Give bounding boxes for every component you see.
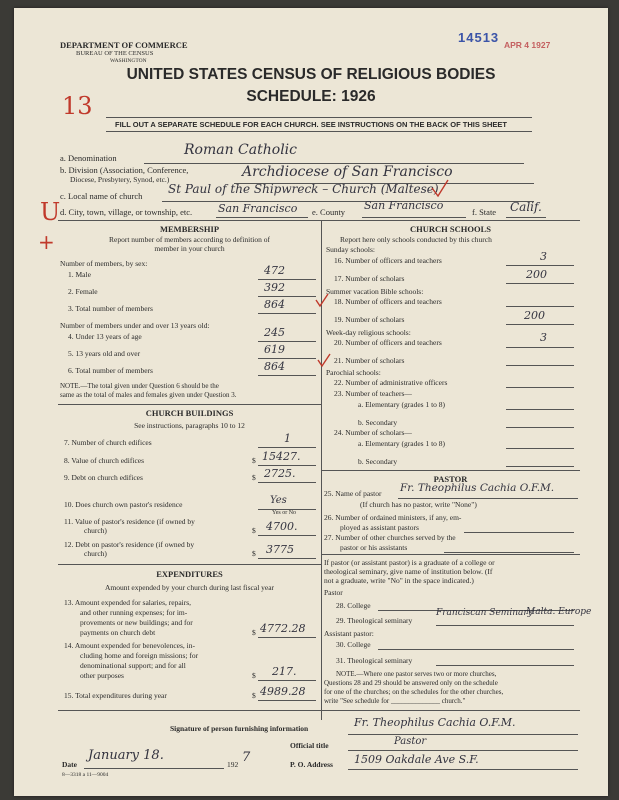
q20-label: 20. Number of officers and teachers: [334, 338, 442, 347]
graduate-instr-2: theological seminary, give name of institution below. (If: [324, 567, 493, 576]
q27-label-2: pastor or his assistants: [340, 543, 408, 552]
q25-note: (If church has no pastor, write "None"): [360, 500, 477, 509]
county-value: San Francisco: [364, 199, 444, 212]
weekday-label: Week-day religious schools:: [326, 328, 411, 337]
q2-label: 2. Female: [68, 287, 98, 296]
q29-label: 29. Theological seminary: [336, 616, 413, 625]
expenditures-intro: Amount expended by your church during last fiscal year: [104, 583, 275, 592]
form-title: UNITED STATES CENSUS OF RELIGIOUS BODIES: [126, 66, 496, 83]
q14-label-2: cluding home and foreign missions; for: [80, 651, 199, 660]
q30-label: 30. College: [336, 640, 371, 649]
stamp-date: APR 4 1927: [504, 40, 551, 50]
q19-label: 19. Number of scholars: [334, 315, 405, 324]
membership-heading: MEMBERSHIP: [159, 224, 220, 234]
by-sex-label: Number of members, by sex:: [60, 259, 148, 268]
form-subtitle: SCHEDULE: 1926: [246, 88, 376, 105]
q11-label-1: 11. Value of pastor's residence (if owned by: [64, 517, 195, 526]
q11-value: 4700.: [266, 520, 298, 533]
q13-label-2: and other running expenses; for im-: [80, 608, 188, 617]
official-title-value: Pastor: [394, 736, 427, 747]
form-number: 8—3318 a 11—9004: [62, 772, 109, 778]
q15-value: 4989.28: [260, 685, 306, 698]
seminary-location: Malta. Europe: [526, 607, 592, 617]
q13-label-4: payments on church debt: [80, 628, 156, 637]
denomination-label: a. Denomination: [60, 153, 117, 163]
q3-value: 864: [264, 298, 285, 311]
membership-note-2: same as the total of males and females given under Question 3.: [60, 391, 237, 399]
q16-value: 3: [540, 250, 547, 263]
q13-value: 4772.28: [260, 622, 306, 635]
expenditures-heading: EXPENDITURES: [156, 569, 223, 579]
q23a-label: a. Elementary (grades 1 to 8): [358, 400, 446, 409]
graduate-instr-1: If pastor (or assistant pastor) is a graduate of a college or: [324, 558, 495, 567]
q27-label-1: 27. Number of other churches served by the: [324, 533, 456, 542]
q16-label: 16. Number of officers and teachers: [334, 256, 442, 265]
q1-value: 472: [264, 264, 285, 277]
division-label: b. Division (Association, Conference,: [60, 165, 189, 175]
signature-label: Signature of person furnishing information: [170, 724, 309, 733]
q24-label: 24. Number of scholars—: [334, 428, 412, 437]
dept-name: DEPARTMENT OF COMMERCE: [60, 40, 188, 50]
q4-label: 4. Under 13 years of age: [68, 332, 142, 341]
q14-label-1: 14. Amount expended for benevolences, in-: [64, 641, 196, 650]
q12-value: 3775: [266, 543, 294, 556]
membership-note-1: NOTE.—The total given under Question 6 should be the: [60, 382, 219, 390]
q24a-label: a. Elementary (grades 1 to 8): [358, 439, 446, 448]
q5-value: 619: [264, 343, 285, 356]
q3-label: 3. Total number of members: [68, 304, 153, 313]
city-value: San Francisco: [218, 202, 298, 215]
census-schedule-sheet: DEPARTMENT OF COMMERCE BUREAU OF THE CENSUS WASHINGTON 14513 APR 4 1927 UNITED STATES CENSUS OF RELIGIOUS BODIES SCHEDULE: 1926 13 FILL OUT A SEPARATE SCHEDULE FOR EACH CHURCH. SEE INSTRUCTIONS ON THE BACK OF THIS SHEET a. Denomination Roman Catholic b. Division (Association, Conference, Diocese, Presbytery, Synod, etc.) Archdiocese of San Francisco c. Local name of church St Paul of the Shipwreck – Church (Maltese) U d. City, town, village, or township, etc. San Francisco e. County San Francisco f. State Calif. + MEMBERSHIP Report number of members according to definition of member in your church Number of members, by sex: 1. Male 472 2. Female 392 3. Total number of members 864 Number of members under and over 13 years old: 4. Under 13 years of age 245 5. 13 years old and over 619 6. Total number of members 864 NOTE.—The total given under Question 6 should be the same as the total of males and females given under Question 3. CHURCH BUILDINGS See instructions, paragraphs 10 to 12 7. Number of church edifices 1 8. Value of church edifices $ 15427. 9. Debt on church edifices $ 2725. 10. Does church own pastor's residence Yes Yes or No 11. Value of pastor's residence (if owned by church) $ 4700. 12. Debt on pastor's residence (if owned by church) $ 3775 EXPENDITURES Amount expended by your church during last fiscal year 13. Amount expended for salaries, repairs, and other running expenses; for im- provements or new buildings; and for payments on church debt $ 4772.28 14. Amount expended for benevolences, in- cluding home and foreign missions; for denominational support; and for all other purposes $ 217. 15. Total expenditures during year $ 4989.28 CHURCH SCHOOLS Report here only schools conducted by this church Sunday schools: 16. Number of officers and teachers 3 17. Number of scholars 200 Summer vacation Bible schools: 18. Number of officers and teachers 19. Number of scholars 200 Week-day religious schools: 20. Number of officers and teachers 3 21. Number of scholars Parochial schools: 22. Number of administrative officers 23. Number of teachers— a. Elementary (grades 1 to 8) b. Secondary 24. Number of scholars— a. Elementary (grades 1 to 8) b. Secondary PASTOR 25. Name of pastor Fr. Theophilus Cachia O.F.M. (If church has no pastor, write "None") 26. Number of ordained ministers, if any, em- ployed as assistant pastors 27. Number of other churches served by the pastor or his assistants If pastor (or assistant pastor) is a graduate of a college or theological seminary, give name of institution below. (If not a graduate, write "No" in the space indicated.) Pastor 28. College 29. Theological seminary Franciscan Seminary Malta. Europe Assistant pastor: 30. College 31. Theological seminary NOTE.—Where one pastor serves two or more churches, Questions 28 and 29 should be answered only on the schedule for one of the churches; on the schedules for the other churches, write "See schedule for ______________ church." Signature of person furnishing information Fr. Theophilus Cachia O.F.M. Official title Pastor Date January 18. 192 7 P. O. Address 1509 Oakdale Ave S.F. 8—3318 a 11—9004: [14, 8, 608, 796]
state-value: Calif.: [510, 200, 542, 214]
signature-value: Fr. Theophilus Cachia O.F.M.: [354, 716, 516, 729]
age-intro-label: Number of members under and over 13 years old:: [60, 321, 210, 330]
pastor-note-1: NOTE.—Where one pastor serves two or more churches,: [336, 670, 497, 678]
pastor-label: Pastor: [324, 588, 343, 597]
q6-value: 864: [264, 360, 285, 373]
summer-label: Summer vacation Bible schools:: [326, 287, 424, 296]
assistant-pastor-label: Assistant pastor:: [324, 629, 374, 638]
membership-intro-2: member in your church: [154, 244, 225, 253]
q9-label: 9. Debt on church edifices: [64, 473, 143, 482]
date-label: Date: [62, 760, 77, 769]
schools-intro: Report here only schools conducted by this church: [340, 235, 492, 244]
schools-heading: CHURCH SCHOOLS: [410, 224, 491, 234]
q26-label-1: 26. Number of ordained ministers, if any, em-: [324, 513, 462, 522]
date-value: January 18.: [88, 748, 164, 763]
q13-label-1: 13. Amount expended for salaries, repairs,: [64, 598, 192, 607]
q17-label: 17. Number of scholars: [334, 274, 405, 283]
q21-label: 21. Number of scholars: [334, 356, 405, 365]
red-mark-13: 13: [62, 92, 93, 120]
pastor-note-2: Questions 28 and 29 should be answered only on the schedule: [324, 679, 498, 687]
q1-label: 1. Male: [68, 270, 91, 279]
local-name-value: St Paul of the Shipwreck – Church (Maltese): [168, 182, 439, 196]
q12-label-1: 12. Debt on pastor's residence (if owned by: [64, 540, 195, 549]
bureau-city: WASHINGTON: [110, 58, 147, 64]
membership-intro-1: Report number of members according to definition of: [109, 235, 270, 244]
q8-value: 15427.: [262, 450, 301, 463]
q31-label: 31. Theological seminary: [336, 656, 413, 665]
instruction-banner: FILL OUT A SEPARATE SCHEDULE FOR EACH CHURCH. SEE INSTRUCTIONS ON THE BACK OF THIS SHEET: [115, 120, 507, 129]
bureau-name: BUREAU OF THE CENSUS: [76, 50, 154, 57]
q19-value: 200: [524, 309, 545, 322]
red-mark-u: U: [40, 198, 61, 226]
q15-label: 15. Total expenditures during year: [64, 691, 167, 700]
division-value: Archdiocese of San Francisco: [242, 164, 453, 180]
q14-label-4: other purposes: [80, 671, 124, 680]
parochial-label: Parochial schools:: [326, 368, 381, 377]
q18-label: 18. Number of officers and teachers: [334, 297, 442, 306]
county-label: e. County: [312, 207, 346, 217]
year-value: 7: [242, 750, 251, 765]
red-check-marks: [314, 288, 334, 388]
year-prefix: 192: [227, 760, 239, 769]
q28-label: 28. College: [336, 601, 371, 610]
pastor-heading: PASTOR: [433, 474, 468, 484]
q9-value: 2725.: [264, 467, 296, 480]
pastor-note-4: write "See schedule for ______________ church.": [324, 697, 466, 705]
official-title-label: Official title: [290, 741, 329, 750]
q4-value: 245: [264, 326, 285, 339]
q23b-label: b. Secondary: [358, 418, 398, 427]
q2-value: 392: [264, 281, 285, 294]
seminary-value: Franciscan Seminary: [436, 608, 533, 618]
q10-value: Yes: [270, 495, 287, 506]
graduate-instr-3: not a graduate, write "No" in the space indicated.): [324, 576, 474, 585]
sunday-label: Sunday schools:: [326, 245, 375, 254]
division-label-2: Diocese, Presbytery, Synod, etc.): [70, 175, 170, 184]
q7-label: 7. Number of church edifices: [64, 438, 152, 447]
q13-label-3: provements or new buildings; and for: [80, 618, 193, 627]
q17-value: 200: [526, 268, 547, 281]
q24b-label: b. Secondary: [358, 457, 398, 466]
q6-label: 6. Total number of members: [68, 366, 153, 375]
q5-label: 5. 13 years old and over: [68, 349, 141, 358]
local-name-label: c. Local name of church: [60, 191, 143, 201]
buildings-intro: See instructions, paragraphs 10 to 12: [134, 421, 245, 430]
q25-label: 25. Name of pastor: [324, 489, 382, 498]
q10-label: 10. Does church own pastor's residence: [64, 500, 183, 509]
city-label: d. City, town, village, or township, etc.: [60, 207, 193, 217]
q22-label: 22. Number of administrative officers: [334, 378, 448, 387]
q8-label: 8. Value of church edifices: [64, 456, 145, 465]
state-label: f. State: [472, 207, 497, 217]
po-address-label: P. O. Address: [290, 760, 333, 769]
q14-label-3: denominational support; and for all: [80, 661, 186, 670]
po-address-value: 1509 Oakdale Ave S.F.: [354, 753, 479, 766]
q14-value: 217.: [272, 665, 297, 678]
pastor-name-value: Fr. Theophilus Cachia O.F.M.: [400, 482, 555, 494]
buildings-heading: CHURCH BUILDINGS: [145, 408, 234, 418]
q23-label: 23. Number of teachers—: [334, 389, 412, 398]
q12-label-2: church): [84, 549, 107, 558]
q7-value: 1: [284, 432, 291, 445]
pastor-note-3: for one of the churches; on the schedules for the other churches,: [324, 688, 504, 696]
q20-value: 3: [540, 331, 547, 344]
yes-no-hint: Yes or No: [272, 510, 297, 516]
denomination-value: Roman Catholic: [184, 142, 297, 158]
q26-label-2: ployed as assistant pastors: [340, 523, 419, 532]
red-cross-mark: +: [38, 230, 55, 254]
q11-label-2: church): [84, 526, 107, 535]
red-check-mark-local: [392, 178, 452, 208]
stamp-number: 14513: [458, 30, 500, 45]
